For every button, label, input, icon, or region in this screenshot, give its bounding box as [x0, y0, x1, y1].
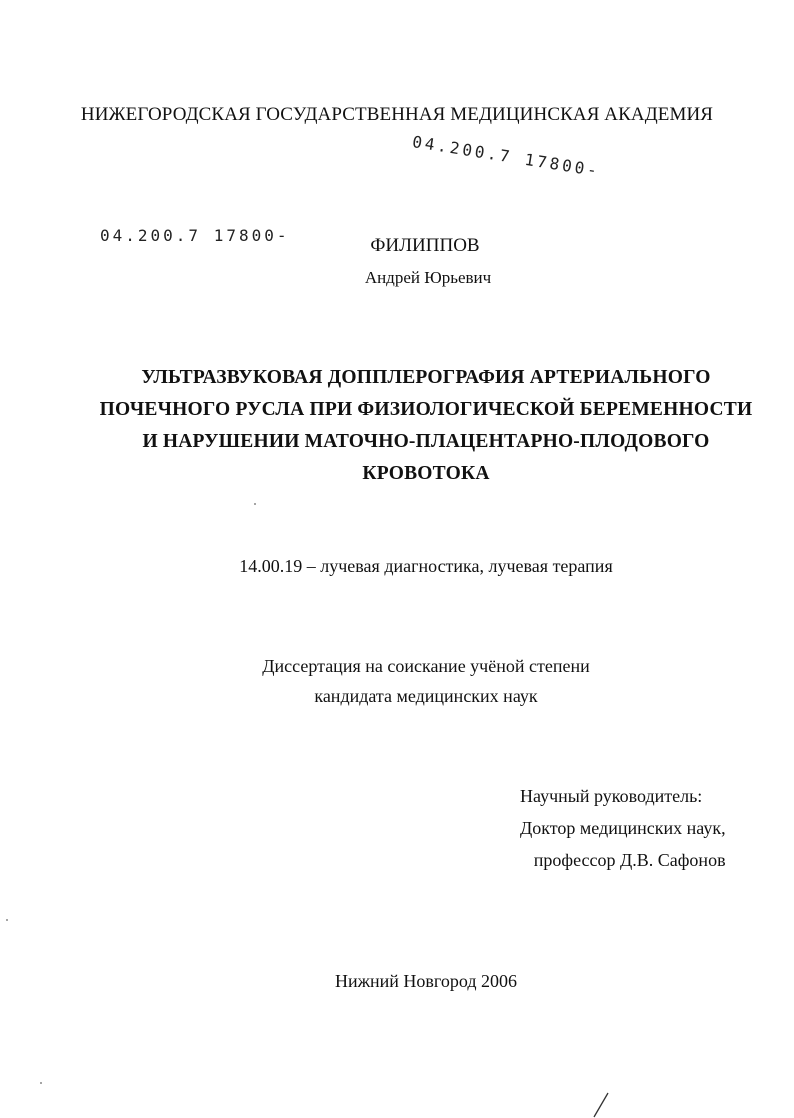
degree-statement	[0, 651, 794, 711]
city-and-year: Нижний Новгород 2006	[334, 971, 518, 991]
institution-name: НИЖЕГОРОДСКАЯ ГОСУДАРСТВЕННАЯ МЕДИЦИНСКАЯ АКАДЕМИЯ	[80, 104, 714, 125]
title-line-3: И НАРУШЕНИИ МАТОЧНО-ПЛАЦЕНТАРНО-ПЛОДОВОГО	[142, 431, 710, 452]
scan-speck	[6, 919, 8, 921]
specialty-code: 14.00.19 – лучевая диагностика, лучевая терапия	[239, 556, 613, 576]
registration-stamp-top: 04.200.7 17800-	[411, 132, 602, 181]
supervisor-degree: Доктор медицинских наук,	[520, 818, 726, 838]
pen-mark-icon	[592, 1092, 610, 1118]
title-line-2: ПОЧЕЧНОГО РУСЛА ПРИ ФИЗИОЛОГИЧЕСКОЙ БЕРЕМЕННОСТИ	[99, 399, 753, 420]
scan-speck	[40, 1082, 42, 1084]
registration-stamp-left: 04.200.7 17800-	[100, 226, 290, 245]
supervisor-block	[520, 780, 726, 876]
degree-statement-line-2: кандидата медицинских наук	[314, 686, 538, 706]
scan-speck	[254, 503, 256, 505]
supervisor-name: профессор Д.В. Сафонов	[533, 850, 726, 870]
author-surname: ФИЛИППОВ	[370, 235, 480, 256]
supervisor-role: Научный руководитель:	[520, 786, 703, 806]
title-line-1: УЛЬТРАЗВУКОВАЯ ДОППЛЕРОГРАФИЯ АРТЕРИАЛЬНОГО	[141, 367, 711, 388]
dissertation-title	[0, 362, 794, 490]
title-line-4: КРОВОТОКА	[362, 463, 490, 484]
author-given-names: Андрей Юрьевич	[364, 268, 492, 287]
degree-statement-line-1: Диссертация на соискание учёной степени	[262, 656, 590, 676]
